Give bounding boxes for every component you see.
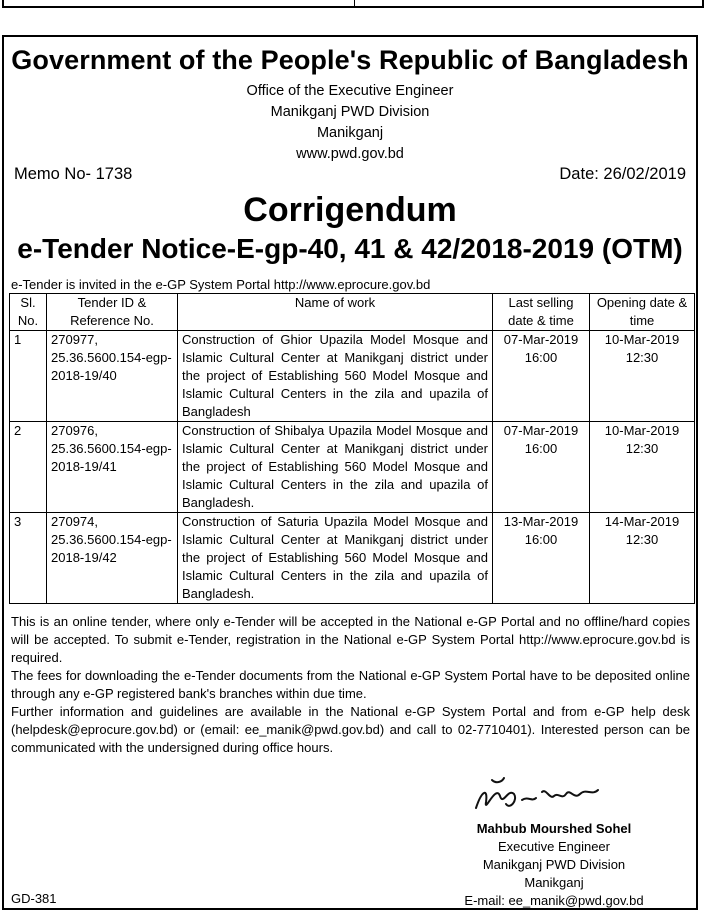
tender-notice — [2, 35, 698, 910]
header-work: Name of work — [178, 294, 493, 331]
open-date: 14-Mar-2019 — [604, 514, 680, 529]
row-sl: 3 — [10, 513, 47, 604]
office-line: Manikganj PWD Division — [270, 104, 430, 120]
row-work: Construction of Ghior Upazila Model Mosque and Islamic Cultural Center at Manikganj district under the project of Establishing 560 Model Mosque and Islamic Cultural Centers in the zila and upazila of Bangladesh — [178, 331, 493, 422]
header-sl: Sl. No. — [10, 294, 47, 331]
signatory-location: Manikganj — [524, 875, 584, 890]
open-date: 10-Mar-2019 — [604, 423, 680, 438]
row-opening — [590, 331, 695, 422]
row-work: Construction of Shibalya Upazila Model Mosque and Islamic Cultural Center at Manikganj district under the project of Establishing 560 Model Mosque and Islamic Cultural Centers in the zila and upazila of Bangladesh. — [178, 422, 493, 513]
header-tender-id: Tender ID & Reference No. — [47, 294, 178, 331]
last-time: 16:00 — [524, 441, 558, 456]
table-row — [10, 422, 695, 513]
row-tender-id: 270976, 25.36.5600.154-egp-2018-19/41 — [47, 422, 178, 513]
notice-date: Date: 26/02/2019 — [559, 165, 686, 183]
table-row — [10, 331, 695, 422]
government-heading: Government of the People's Republic of Bangladesh — [11, 45, 689, 75]
open-time: 12:30 — [625, 441, 659, 456]
corrigendum-title: Corrigendum — [243, 191, 457, 229]
signatory-designation: Executive Engineer — [497, 839, 610, 854]
table-header-row — [10, 294, 695, 331]
row-tender-id: 270974, 25.36.5600.154-egp-2018-19/42 — [47, 513, 178, 604]
row-last-selling — [493, 513, 590, 604]
signature-image — [470, 770, 610, 820]
website-line: www.pwd.gov.bd — [296, 146, 404, 162]
invite-text: e-Tender is invited in the e-GP System Portal http://www.eprocure.gov.bd — [11, 277, 431, 292]
instruction-paragraph: The fees for downloading the e-Tender documents from the National e-GP System Portal have to be deposited online through any e-GP registered bank's branches within due time. — [11, 668, 690, 701]
row-sl: 1 — [10, 331, 47, 422]
tender-table — [9, 293, 695, 604]
instruction-paragraph: Further information and guidelines are available in the National e-GP System Portal and from e-GP help desk (helpdesk@eprocure.gov.bd) or (email: ee_manik@pwd.gov.bd) and call to 02-7710401). Interested person can be communicated with the undersigned during office hours. — [11, 704, 690, 755]
open-date: 10-Mar-2019 — [604, 332, 680, 347]
last-date: 07-Mar-2019 — [503, 332, 579, 347]
table-row — [10, 513, 695, 604]
open-time: 12:30 — [625, 350, 659, 365]
row-opening — [590, 513, 695, 604]
row-last-selling — [493, 422, 590, 513]
footer-code: GD-381 — [11, 891, 57, 906]
row-tender-id: 270977, 25.36.5600.154-egp-2018-19/40 — [47, 331, 178, 422]
row-opening — [590, 422, 695, 513]
office-line: Office of the Executive Engineer — [246, 83, 454, 99]
signatory-name: Mahbub Mourshed Sohel — [476, 821, 632, 836]
office-line: Manikganj — [316, 125, 384, 141]
instruction-paragraph: This is an online tender, where only e-Tender will be accepted in the National e-GP Portal and no offline/hard copies will be accepted. To submit e-Tender, registration in the National e-GP System Portal http://www.eprocure.gov.bd is required. — [11, 614, 690, 665]
signatory-email: E-mail: ee_manik@pwd.gov.bd — [464, 893, 644, 908]
previous-notice-strip — [2, 0, 704, 8]
signature-block — [429, 820, 679, 910]
last-time: 16:00 — [524, 532, 558, 547]
row-last-selling — [493, 331, 590, 422]
header-opening: Opening date & time — [590, 294, 695, 331]
row-work: Construction of Saturia Upazila Model Mosque and Islamic Cultural Center at Manikganj district under the project of Establishing 560 Model Mosque and Islamic Cultural Centers in the zila and upazila of Bangladesh. — [178, 513, 493, 604]
memo-number: Memo No- 1738 — [14, 165, 133, 183]
last-date: 07-Mar-2019 — [503, 423, 579, 438]
last-time: 16:00 — [524, 350, 558, 365]
header-last-selling: Last selling date & time — [493, 294, 590, 331]
open-time: 12:30 — [625, 532, 659, 547]
last-date: 13-Mar-2019 — [503, 514, 579, 529]
signatory-division: Manikganj PWD Division — [482, 857, 626, 872]
tender-notice-title: e-Tender Notice-E-gp-40, 41 & 42/2018-2019 (OTM) — [17, 233, 683, 264]
row-sl: 2 — [10, 422, 47, 513]
